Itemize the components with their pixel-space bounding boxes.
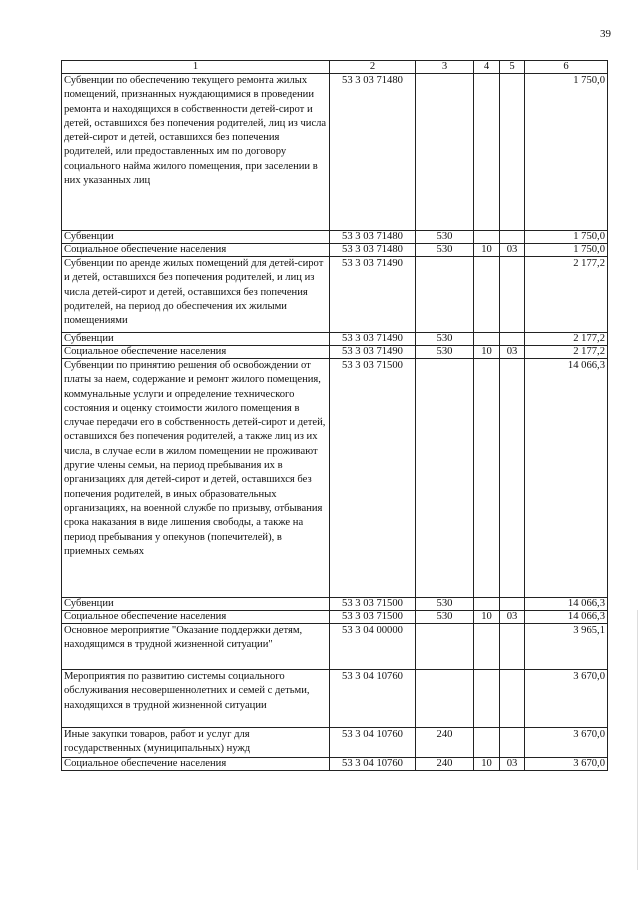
row-c5 bbox=[500, 670, 525, 728]
row-name: Субвенции по аренде жилых помещений для детей-сирот и детей, оставшихся без попечения родителей, и лиц из числа детей-сирот и детей, оставшихся без попечения родителей, на период до обеспечения их жилыми помещениями bbox=[62, 257, 330, 333]
row-name: Субвенции bbox=[62, 598, 330, 611]
table-row bbox=[62, 728, 608, 758]
row-c4 bbox=[474, 598, 500, 611]
row-code: 53 3 03 71480 bbox=[330, 244, 416, 257]
row-c5: 03 bbox=[500, 244, 525, 257]
row-name: Социальное обеспечение населения bbox=[62, 758, 330, 771]
row-c4: 10 bbox=[474, 244, 500, 257]
row-amount: 2 177,2 bbox=[525, 257, 608, 333]
table-row bbox=[62, 611, 608, 624]
table-row bbox=[62, 333, 608, 346]
row-name: Субвенции bbox=[62, 333, 330, 346]
row-c3 bbox=[416, 624, 474, 670]
row-amount: 14 066,3 bbox=[525, 359, 608, 598]
table-row bbox=[62, 346, 608, 359]
row-code: 53 3 04 10760 bbox=[330, 758, 416, 771]
row-amount: 2 177,2 bbox=[525, 333, 608, 346]
header-col-1: 1 bbox=[62, 61, 330, 74]
row-amount: 1 750,0 bbox=[525, 74, 608, 231]
row-c4 bbox=[474, 257, 500, 333]
row-c4 bbox=[474, 670, 500, 728]
row-c4 bbox=[474, 333, 500, 346]
row-c4 bbox=[474, 728, 500, 758]
header-col-3: 3 bbox=[416, 61, 474, 74]
budget-table bbox=[61, 60, 608, 771]
row-c3: 240 bbox=[416, 758, 474, 771]
row-name: Социальное обеспечение населения bbox=[62, 244, 330, 257]
row-c3: 240 bbox=[416, 728, 474, 758]
row-c3: 530 bbox=[416, 598, 474, 611]
row-amount: 14 066,3 bbox=[525, 598, 608, 611]
row-c5 bbox=[500, 624, 525, 670]
scan-edge-mark bbox=[637, 610, 638, 870]
table-row bbox=[62, 598, 608, 611]
row-c5: 03 bbox=[500, 346, 525, 359]
row-code: 53 3 03 71480 bbox=[330, 74, 416, 231]
row-c4 bbox=[474, 624, 500, 670]
page-number: 39 bbox=[600, 28, 611, 40]
header-col-6: 6 bbox=[525, 61, 608, 74]
row-name: Мероприятия по развитию системы социального обслуживания несовершеннолетних и семей с детьми, находящихся в трудной жизненной ситуации bbox=[62, 670, 330, 728]
row-c4: 10 bbox=[474, 611, 500, 624]
row-c3 bbox=[416, 670, 474, 728]
row-name: Основное мероприятие "Оказание поддержки детям, находящимся в трудной жизненной ситуации" bbox=[62, 624, 330, 670]
row-code: 53 3 03 71490 bbox=[330, 257, 416, 333]
table-row bbox=[62, 670, 608, 728]
row-code: 53 3 03 71500 bbox=[330, 611, 416, 624]
row-c3: 530 bbox=[416, 231, 474, 244]
table-row bbox=[62, 758, 608, 771]
row-code: 53 3 04 00000 bbox=[330, 624, 416, 670]
row-amount: 2 177,2 bbox=[525, 346, 608, 359]
row-name: Субвенции по обеспечению текущего ремонта жилых помещений, признанных нуждающимися в проведении ремонта и находящихся в собственности детей-сирот и детей, оставшихся без попечения родителей, лиц из числа детей-сирот и детей, оставшихся без попечения родителей, или предоставленных им по договору социального найма жилого помещения, при заселении в них указанных лиц bbox=[62, 74, 330, 231]
row-c3: 530 bbox=[416, 244, 474, 257]
row-amount: 14 066,3 bbox=[525, 611, 608, 624]
row-name: Субвенции по принятию решения об освобождении от платы за наем, содержание и ремонт жилого помещения, коммунальные услуги и определение технического состояния и оценку стоимости жилого помещения в случае передачи его в собственность детей-сирот и детей, оставшихся без попечения родителей, а также лиц из их числа, в случае если в жилом помещении не проживают другие члены семьи, на период пребывания их в организациях для детей-сирот и детей, оставшихся без попечения родителей, в иных образовательных организациях, на военной службе по призыву, отбывания срока наказания в виде лишения свободы, а также на период пребывания у опекунов (попечителей), в приемных семьях bbox=[62, 359, 330, 598]
row-c3 bbox=[416, 257, 474, 333]
row-amount: 3 965,1 bbox=[525, 624, 608, 670]
row-code: 53 3 03 71500 bbox=[330, 598, 416, 611]
row-c3: 530 bbox=[416, 611, 474, 624]
row-c5 bbox=[500, 257, 525, 333]
row-name: Субвенции bbox=[62, 231, 330, 244]
row-c3: 530 bbox=[416, 333, 474, 346]
row-name: Социальное обеспечение населения bbox=[62, 346, 330, 359]
row-c5 bbox=[500, 231, 525, 244]
row-c4 bbox=[474, 231, 500, 244]
row-amount: 3 670,0 bbox=[525, 728, 608, 758]
row-code: 53 3 03 71480 bbox=[330, 231, 416, 244]
row-code: 53 3 04 10760 bbox=[330, 728, 416, 758]
row-c3 bbox=[416, 359, 474, 598]
row-c5 bbox=[500, 598, 525, 611]
row-c3: 530 bbox=[416, 346, 474, 359]
table-row bbox=[62, 231, 608, 244]
row-c5 bbox=[500, 333, 525, 346]
row-amount: 1 750,0 bbox=[525, 244, 608, 257]
table-row bbox=[62, 359, 608, 598]
row-c4: 10 bbox=[474, 758, 500, 771]
header-col-2: 2 bbox=[330, 61, 416, 74]
row-c5 bbox=[500, 74, 525, 231]
row-c5: 03 bbox=[500, 758, 525, 771]
row-c5: 03 bbox=[500, 611, 525, 624]
row-code: 53 3 03 71500 bbox=[330, 359, 416, 598]
row-code: 53 3 04 10760 bbox=[330, 670, 416, 728]
row-c4 bbox=[474, 74, 500, 231]
header-col-4: 4 bbox=[474, 61, 500, 74]
row-code: 53 3 03 71490 bbox=[330, 346, 416, 359]
header-col-5: 5 bbox=[500, 61, 525, 74]
row-c3 bbox=[416, 74, 474, 231]
row-amount: 3 670,0 bbox=[525, 758, 608, 771]
row-c4 bbox=[474, 359, 500, 598]
row-c5 bbox=[500, 728, 525, 758]
row-amount: 3 670,0 bbox=[525, 670, 608, 728]
header-row bbox=[62, 61, 608, 74]
table-row bbox=[62, 244, 608, 257]
row-name: Иные закупки товаров, работ и услуг для государственных (муниципальных) нужд bbox=[62, 728, 330, 758]
row-c4: 10 bbox=[474, 346, 500, 359]
row-c5 bbox=[500, 359, 525, 598]
table-row bbox=[62, 257, 608, 333]
row-amount: 1 750,0 bbox=[525, 231, 608, 244]
row-code: 53 3 03 71490 bbox=[330, 333, 416, 346]
table-row bbox=[62, 624, 608, 670]
row-name: Социальное обеспечение населения bbox=[62, 611, 330, 624]
table-row bbox=[62, 74, 608, 231]
